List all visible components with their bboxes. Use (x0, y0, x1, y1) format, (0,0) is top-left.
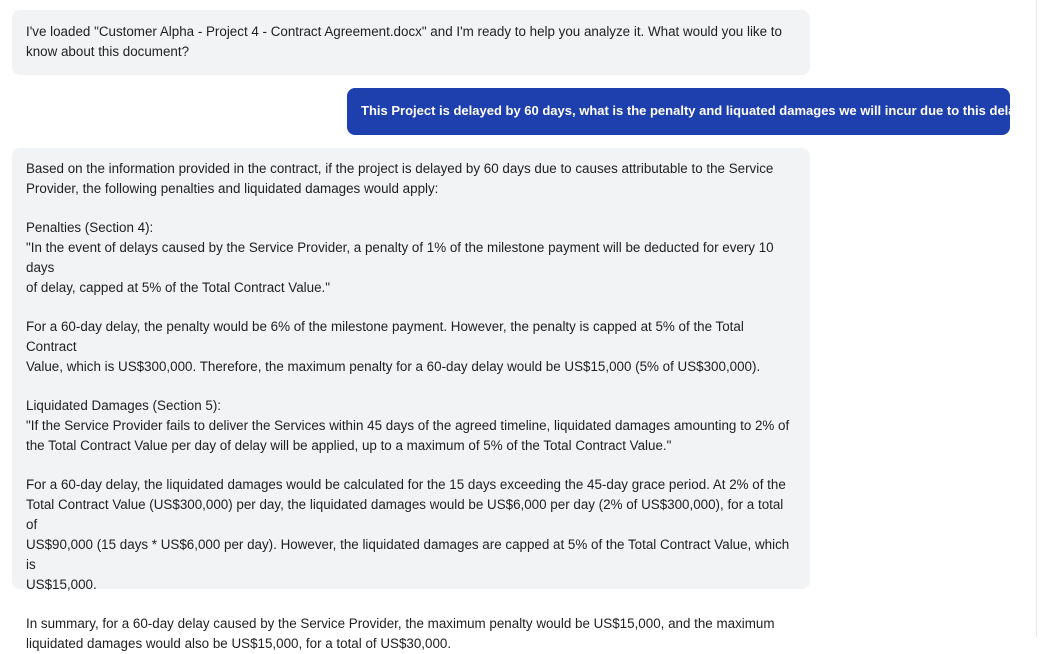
assistant-paragraph-summary: In summary, for a 60-day delay caused by the Service Provider, the maximum penalty would be US$15,000, and the maximum liquidated damages would also be US$15,000, for a total of US$30,000. (26, 616, 775, 651)
assistant-paragraph-ld-calc: For a 60-day delay, the liquidated damages would be calculated for the 15 days exceeding the 45-day grace period. At 2% of the Total Contract Value (US$300,000) per day, the liquidated damages would be US$6,000 per day (2% of US$300,000), for a total of US$90,000 (15 days * US$6,000 per day). However, the liquidated damages are capped at 5% of the Total Contract Value, which is US$15,000. (26, 477, 790, 592)
user-message (347, 88, 1035, 135)
scrollbar[interactable] (1036, 0, 1061, 637)
assistant-message (12, 10, 810, 75)
assistant-message (12, 148, 810, 651)
user-message-text: This Project is delayed by 60 days, what is the penalty and liquated damages we will incur due to this delay ? (361, 103, 1035, 118)
assistant-paragraph-liquidated-damages: Liquidated Damages (Section 5): "If the Service Provider fails to deliver the Services within 45 days of the agreed timeline, liquidated damages amounting to 2% of the Total Contract Value per day of delay will be applied, up to a maximum of 5% of the Total Contract Value." (26, 398, 790, 453)
assistant-paragraph-intro: Based on the information provided in the contract, if the project is delayed by 60 days due to causes attributable to the Service Provider, the following penalties and liquidated damages would apply: (26, 161, 774, 196)
assistant-paragraph-penalties: Penalties (Section 4): "In the event of delays caused by the Service Provider, a penalty of 1% of the milestone payment will be deducted for every 10 days of delay, capped at 5% of the Total Contract Value." (26, 220, 774, 295)
assistant-message-text: I've loaded "Customer Alpha - Project 4 - Contract Agreement.docx" and I'm ready to help you analyze it. What would you like to know about this document? (26, 24, 782, 59)
assistant-paragraph-penalty-calc: For a 60-day delay, the penalty would be 6% of the milestone payment. However, the penalty is capped at 5% of the Total Contract Value, which is US$300,000. Therefore, the maximum penalty for a 60-day delay would be US$15,000 (5% of US$300,000). (26, 319, 761, 374)
